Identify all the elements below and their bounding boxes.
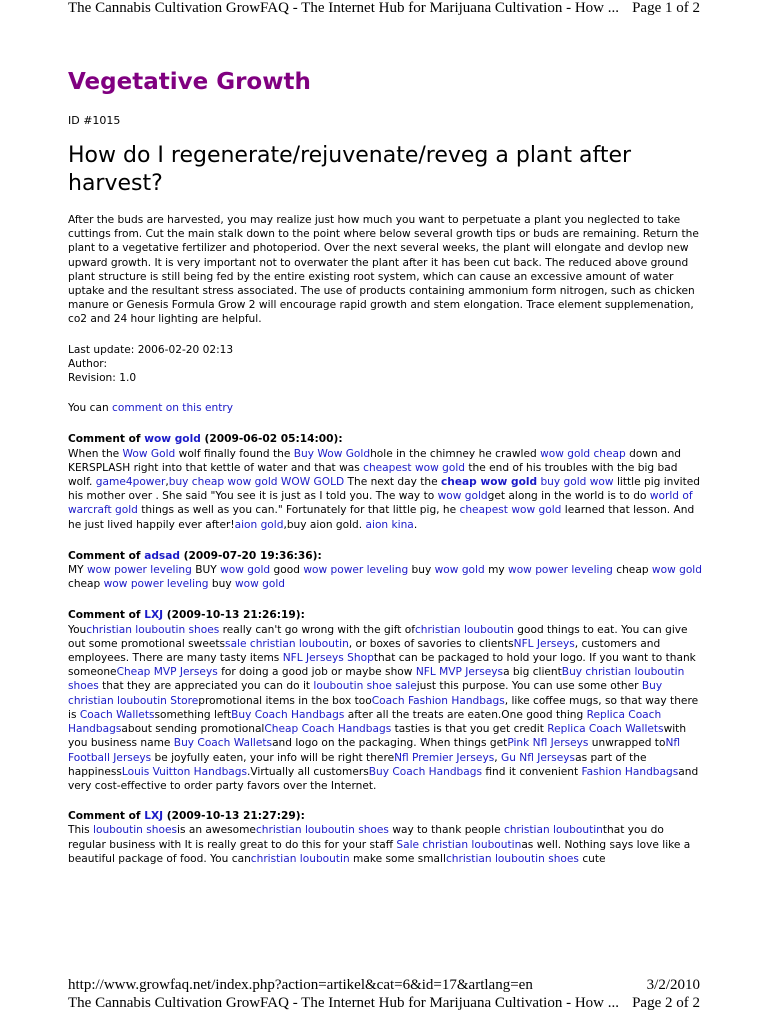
comment-text: promotional items in the box too	[198, 694, 372, 707]
comment-date: (2009-10-13 21:27:29):	[166, 810, 305, 823]
comment-body	[68, 447, 702, 532]
comment-link[interactable]: Replica Coach Wallets	[547, 723, 664, 736]
faq-entry	[68, 68, 702, 865]
comment-link[interactable]: Buy Coach Wallets	[173, 737, 273, 750]
comment-date: (2009-10-13 21:26:19):	[166, 609, 305, 622]
comment-link[interactable]: aion gold	[234, 518, 284, 531]
comment-text: The next day the	[344, 476, 442, 489]
comment-text: BUY	[191, 564, 221, 577]
comment-text: wolf finally found the	[175, 447, 294, 460]
comment-link[interactable]: Nfl Football Jerseys	[68, 737, 681, 764]
comment-text: is an awesome	[177, 824, 256, 837]
comment-link[interactable]: wow power leveling	[103, 578, 209, 591]
comment-link[interactable]: Buy Wow Gold	[293, 447, 371, 460]
comment-link[interactable]: Nfl Premier Jerseys	[394, 751, 495, 764]
comment-text: get along in the world is to do	[487, 490, 650, 503]
comment-header	[68, 809, 702, 823]
footer-page-number: Page 2 of 2	[632, 995, 700, 1011]
comment-link[interactable]: louboutin shoes	[93, 824, 178, 837]
comment-text: , customers and employees. There are many tasty items	[68, 637, 661, 665]
comment-link[interactable]: NFL Jerseys	[513, 637, 575, 650]
comment-text: something left	[154, 708, 232, 721]
comment-text: the end of his troubles with the big bad wolf.	[68, 461, 678, 489]
comment-link[interactable]: Fashion Handbags	[581, 765, 679, 778]
comment-text: a big client	[503, 666, 562, 679]
comments-list	[68, 432, 702, 865]
comment-text: that you do regular business with It is really great to do this for your staff	[68, 824, 664, 851]
comment-link[interactable]: sale christian louboutin	[225, 637, 349, 650]
comment-date: (2009-07-20 19:36:36):	[183, 549, 322, 562]
comment	[68, 809, 702, 865]
comment-link[interactable]: cheapest wow gold	[459, 504, 562, 517]
comment-text: just this purpose. You can use some other	[416, 680, 642, 693]
comment-link[interactable]: wow power leveling	[508, 564, 613, 577]
comment-link[interactable]: aion kina	[365, 518, 414, 531]
comment-prompt-text: You can	[68, 402, 113, 415]
comment-link[interactable]: wow power leveling	[86, 564, 192, 577]
comment-text: make some small	[349, 852, 446, 865]
comment-author-link[interactable]: wow gold	[144, 433, 201, 446]
comment-prefix: Comment of	[68, 609, 145, 622]
comment-text: as part of the happiness	[68, 751, 647, 778]
comment-link[interactable]: Wow Gold	[122, 447, 176, 460]
comment-text: You	[68, 623, 87, 636]
comment-text: good things to eat. You can give out some promotional sweets	[68, 623, 688, 650]
comment-text: with you business name	[68, 723, 687, 750]
comment-text: cheap	[612, 564, 652, 577]
comment-link[interactable]: world of warcraft gold	[68, 490, 693, 517]
comment-link[interactable]: Cheap Coach Handbags	[264, 723, 392, 736]
comment-link[interactable]: buy gold wow	[540, 476, 614, 489]
comment-link[interactable]: louboutin shoe sale	[313, 680, 417, 693]
comment-text: way to thank people	[388, 824, 504, 837]
comment-link[interactable]: wow gold	[220, 564, 271, 577]
comment-author-link[interactable]: adsad	[144, 549, 180, 562]
comment-text: buy	[408, 564, 435, 577]
comment-text: .	[413, 518, 418, 531]
comment-prefix: Comment of	[68, 433, 145, 446]
comment-text: learned that lesson. And he just lived happily ever after!	[68, 504, 695, 531]
comment-link[interactable]: christian louboutin shoes	[86, 623, 220, 636]
comment-on-entry-link[interactable]: comment on this entry	[112, 402, 234, 415]
comment-link[interactable]: game4power	[95, 476, 166, 489]
comment-header	[68, 432, 702, 446]
comment	[68, 432, 702, 531]
comment-text: little pig invited his mother over . She said "You see it is just as I told you. The way to	[68, 476, 701, 503]
comment-author-link[interactable]: LXJ	[144, 810, 164, 823]
entry-id: ID #1015	[68, 114, 121, 127]
comment-link[interactable]: christian louboutin	[504, 824, 603, 837]
comment-prefix: Comment of	[68, 810, 145, 823]
comment-link[interactable]: NFL Jerseys Shop	[282, 652, 374, 665]
comment-link[interactable]: Cheap MVP Jerseys	[116, 666, 218, 679]
comment-link-bold[interactable]: cheap wow gold	[441, 476, 538, 489]
entry-meta	[68, 343, 702, 386]
comment-link[interactable]: Buy christian louboutin shoes	[68, 666, 685, 693]
comment-link[interactable]: Gu Nfl Jerseys	[500, 751, 576, 764]
comment-text: hole in the chimney he crawled	[370, 447, 541, 460]
comment-text: that can be packaged to hold your logo. If you want to thank someone	[68, 652, 696, 679]
comment-link[interactable]: Sale christian louboutin	[396, 838, 522, 851]
comment-link[interactable]: cheapest wow gold	[363, 461, 466, 474]
comment-body	[68, 623, 702, 793]
comment-link[interactable]: wow gold	[234, 578, 286, 591]
last-update: Last update: 2006-02-20 02:13	[68, 343, 234, 356]
comment-text: and logo on the packaging. When things get	[272, 737, 508, 750]
footer-url: http://www.growfaq.net/index.php?action=artikel&cat=6&id=17&artlang=en	[68, 977, 533, 993]
comment-link[interactable]: WOW GOLD	[280, 476, 345, 489]
comment-text: , like coffee mugs, so that way there is	[68, 694, 699, 721]
comment-link[interactable]: christian louboutin shoes	[255, 824, 389, 837]
comment-prompt	[68, 401, 702, 415]
comment-body	[68, 563, 702, 591]
question-title: How do I regenerate/rejuvenate/reveg a plant after harvest?	[68, 143, 632, 196]
comment-link[interactable]: Louis Vuitton Handbags	[121, 765, 248, 778]
comment-author-link[interactable]: LXJ	[144, 609, 164, 622]
comment	[68, 608, 702, 793]
comment-body	[68, 823, 702, 866]
comment-text: find it convenient	[482, 765, 582, 778]
comment-header	[68, 549, 702, 563]
comment-text: cute	[578, 852, 606, 865]
footer-date: 3/2/2010	[646, 977, 700, 993]
comment-text: unwrapped to	[588, 737, 666, 750]
comment-link[interactable]: wow gold	[437, 490, 488, 503]
comment-link[interactable]: wow gold	[651, 564, 702, 577]
comment-text: my	[484, 564, 509, 577]
comment-link[interactable]: Coach Wallets	[79, 708, 155, 721]
comment-link[interactable]: christian louboutin shoes	[445, 852, 579, 865]
revision: Revision: 1.0	[68, 372, 137, 385]
comment-text: after all the treats are eaten.One good thing	[344, 708, 587, 721]
footer-title: The Cannabis Cultivation GrowFAQ - The Internet Hub for Marijuana Cultivation - How ...	[68, 995, 620, 1011]
comment-text: ,	[165, 476, 169, 489]
comment-text: about sending promotional	[121, 723, 265, 736]
comment-text: things as well as you can." Fortunately for that little pig, he	[137, 504, 460, 517]
comment-text: for doing a good job or maybe show	[217, 666, 416, 679]
author: Author:	[68, 357, 108, 370]
header-title: The Cannabis Cultivation GrowFAQ - The Internet Hub for Marijuana Cultivation - How ...	[68, 0, 620, 16]
comment-text: cheap	[68, 578, 104, 591]
comment-link[interactable]: wow gold	[434, 564, 485, 577]
comment-prefix: Comment of	[68, 549, 145, 562]
comment-text: and very cost-effective to order party favors over the Internet.	[68, 765, 699, 792]
comment-link[interactable]: christian louboutin	[250, 852, 350, 865]
answer-text: After the buds are harvested, you may realize just how much you want to perpetuate a plant you neglected to take cuttings from. Cut the main stalk down to the point where below several growth tips or buds are remaining. Return the plant to a vegetative fertilizer and photoperiod. Over the next several weeks, the plant will elongate and devlop new upward growth. It is very important not to overwater the plant after it has been cut back. The reduced above ground plant structure is still being fed by the entire existing root system, which can cause an excessive amount of water uptake and the resultant stress associated. The use of products containing ammonium form nitrogen, such as chicken manure or Genesis Formula Grow 2 will encourage rapid growth and stem elongation. Trace element supplemenation, co2 and 24 hour lighting are helpful.	[68, 214, 699, 326]
comment-link[interactable]: NFL MVP Jerseys	[415, 666, 504, 679]
comment-text: tasties is that you get credit	[391, 723, 548, 736]
comment-text: MY	[68, 564, 87, 577]
comment-text: that they are appreciated you can do it	[98, 680, 314, 693]
comment-link[interactable]: wow power leveling	[303, 564, 409, 577]
comment-header	[68, 608, 702, 622]
comment-text: , or boxes of savories to clients	[348, 637, 514, 650]
comment-text: When the	[68, 447, 123, 460]
comment-text: as well. Nothing says love like a beautiful package of food. You can	[68, 838, 691, 865]
comment-text: good	[270, 564, 304, 577]
comment-text: ,	[494, 751, 501, 764]
comment-text: ,buy aion gold.	[283, 518, 366, 531]
comment-text: .Virtually all customers	[247, 765, 369, 778]
comment-text: down and KERSPLASH right into that kettle of water and that was	[68, 447, 682, 474]
comment-date: (2009-06-02 05:14:00):	[204, 433, 343, 446]
section-title: Vegetative Growth	[68, 69, 311, 95]
comment-link[interactable]: Coach Fashion Handbags	[371, 694, 505, 707]
comment-text: This	[68, 824, 94, 837]
comment-link[interactable]: Buy Coach Handbags	[368, 765, 483, 778]
comment	[68, 549, 702, 592]
comment-link[interactable]: Buy christian louboutin Store	[68, 680, 663, 707]
header-page-number: Page 1 of 2	[632, 0, 700, 16]
comment-link[interactable]: christian louboutin	[414, 623, 514, 636]
comment-link[interactable]: Replica Coach Handbags	[68, 708, 662, 736]
comment-text: buy	[208, 578, 235, 591]
comment-link[interactable]: Buy Coach Handbags	[231, 708, 345, 721]
comment-link[interactable]: wow gold cheap	[540, 447, 626, 460]
comment-link[interactable]: buy cheap wow gold	[168, 476, 278, 489]
comment-link[interactable]: Pink Nfl Jerseys	[507, 737, 589, 750]
comment-text: really can't go wrong with the gift of	[219, 623, 415, 636]
comment-text: be joyfully eaten, your info will be right there	[151, 751, 395, 764]
